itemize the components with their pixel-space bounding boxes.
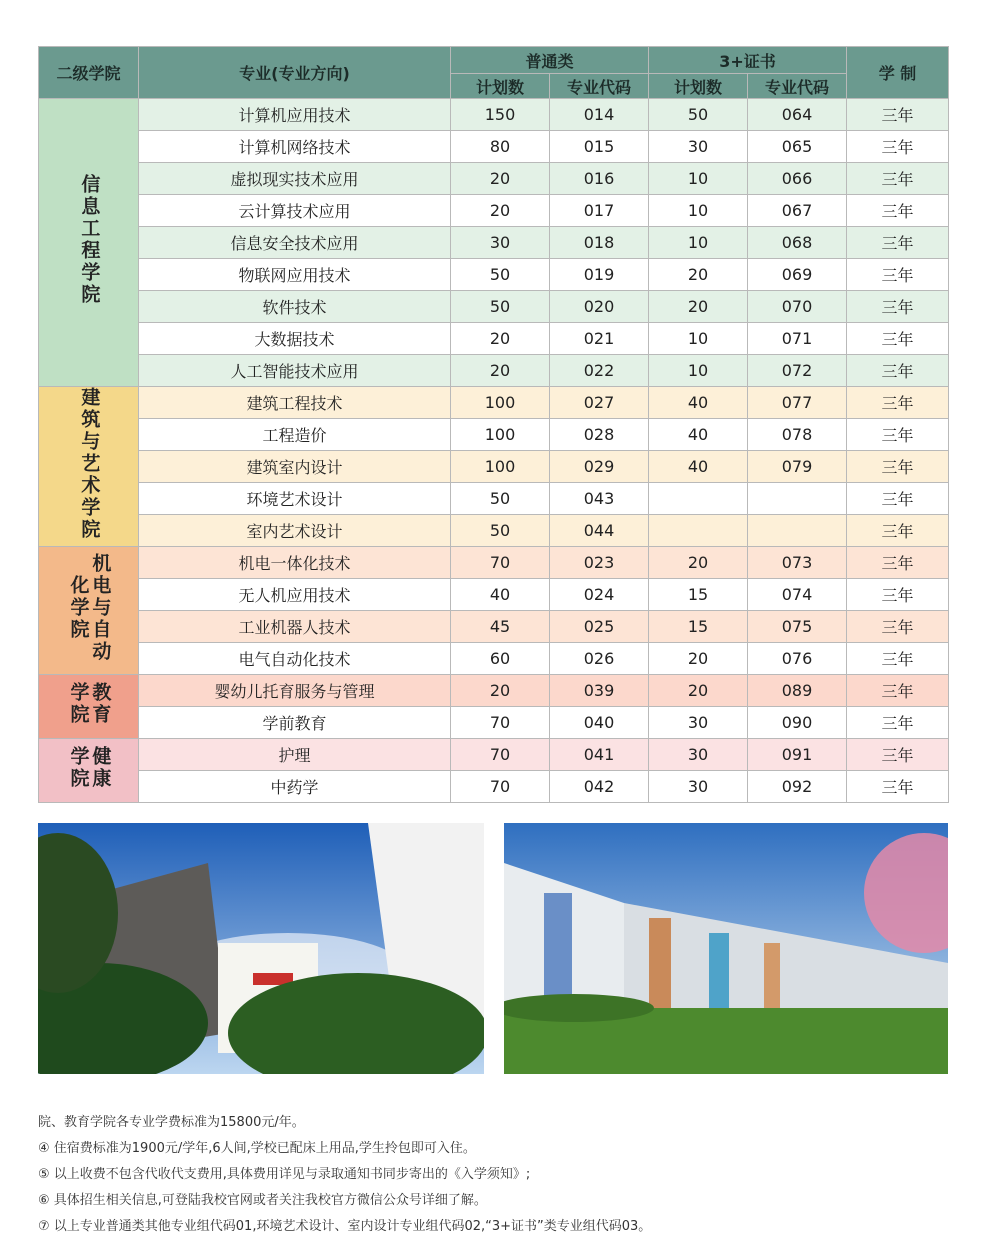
major-cell: 大数据技术 xyxy=(139,323,451,355)
general-code-cell: 040 xyxy=(550,707,649,739)
table-row xyxy=(39,163,949,195)
table-row xyxy=(39,675,949,707)
cert-code-cell: 092 xyxy=(748,771,847,803)
header-college: 二级学院 xyxy=(39,47,139,99)
general-code-cell: 041 xyxy=(550,739,649,771)
table-row xyxy=(39,771,949,803)
cert-code-cell: 091 xyxy=(748,739,847,771)
cert-code-cell: 064 xyxy=(748,99,847,131)
table-row xyxy=(39,707,949,739)
general-code-cell: 043 xyxy=(550,483,649,515)
general-code-cell: 039 xyxy=(550,675,649,707)
cert-plan-cell: 20 xyxy=(649,643,748,675)
general-plan-cell: 70 xyxy=(451,739,550,771)
college-label: 健康学院 xyxy=(67,745,112,790)
general-plan-cell: 70 xyxy=(451,771,550,803)
cert-code-cell: 072 xyxy=(748,355,847,387)
cert-plan-cell: 40 xyxy=(649,419,748,451)
general-code-cell: 015 xyxy=(550,131,649,163)
cert-plan-cell: 40 xyxy=(649,451,748,483)
years-cell: 三年 xyxy=(847,707,949,739)
cert-code-cell: 074 xyxy=(748,579,847,611)
table-row xyxy=(39,451,949,483)
major-cell: 中药学 xyxy=(139,771,451,803)
major-cell: 信息安全技术应用 xyxy=(139,227,451,259)
cert-plan-cell: 20 xyxy=(649,259,748,291)
college-name-info xyxy=(39,99,139,387)
cert-code-cell: 070 xyxy=(748,291,847,323)
years-cell: 三年 xyxy=(847,131,949,163)
general-plan-cell: 20 xyxy=(451,323,550,355)
table-row xyxy=(39,323,949,355)
major-cell: 环境艺术设计 xyxy=(139,483,451,515)
header-major: 专业(专业方向) xyxy=(139,47,451,99)
cert-plan-cell xyxy=(649,483,748,515)
general-plan-cell: 20 xyxy=(451,195,550,227)
general-code-cell: 020 xyxy=(550,291,649,323)
cert-code-cell: 066 xyxy=(748,163,847,195)
general-code-cell: 029 xyxy=(550,451,649,483)
years-cell: 三年 xyxy=(847,387,949,419)
note-4: ⑥ 具体招生相关信息,可登陆我校官网或者关注我校官方微信公众号详细了解。 xyxy=(38,1193,487,1208)
major-cell: 物联网应用技术 xyxy=(139,259,451,291)
general-code-cell: 044 xyxy=(550,515,649,547)
years-cell: 三年 xyxy=(847,451,949,483)
college-label: 机电与自动化学院 xyxy=(67,552,112,663)
general-plan-cell: 70 xyxy=(451,707,550,739)
general-plan-cell: 100 xyxy=(451,419,550,451)
major-cell: 建筑工程技术 xyxy=(139,387,451,419)
cert-code-cell: 069 xyxy=(748,259,847,291)
major-cell: 虚拟现实技术应用 xyxy=(139,163,451,195)
cert-plan-cell: 20 xyxy=(649,675,748,707)
cert-plan-cell: 30 xyxy=(649,739,748,771)
years-cell: 三年 xyxy=(847,547,949,579)
major-cell: 云计算技术应用 xyxy=(139,195,451,227)
years-cell: 三年 xyxy=(847,515,949,547)
years-cell: 三年 xyxy=(847,419,949,451)
general-code-cell: 014 xyxy=(550,99,649,131)
cert-plan-cell: 20 xyxy=(649,547,748,579)
cert-plan-cell: 10 xyxy=(649,355,748,387)
cert-code-cell: 090 xyxy=(748,707,847,739)
cert-code-cell: 089 xyxy=(748,675,847,707)
college-label: 建筑与艺术学院 xyxy=(78,386,101,541)
cert-code-cell xyxy=(748,483,847,515)
cert-code-cell: 078 xyxy=(748,419,847,451)
general-code-cell: 019 xyxy=(550,259,649,291)
major-cell: 婴幼儿托育服务与管理 xyxy=(139,675,451,707)
cert-plan-cell: 40 xyxy=(649,387,748,419)
years-cell: 三年 xyxy=(847,483,949,515)
table-body xyxy=(39,99,949,803)
general-plan-cell: 50 xyxy=(451,515,550,547)
cert-code-cell: 068 xyxy=(748,227,847,259)
header-cert-code: 专业代码 xyxy=(748,74,847,99)
table-row xyxy=(39,579,949,611)
table-row xyxy=(39,515,949,547)
campus-photo-left xyxy=(38,823,484,1074)
college-name-edu xyxy=(39,675,139,739)
enrollment-plan-table xyxy=(38,46,949,803)
college-name-health xyxy=(39,739,139,803)
cert-plan-cell: 20 xyxy=(649,291,748,323)
cert-plan-cell: 10 xyxy=(649,163,748,195)
cert-code-cell: 065 xyxy=(748,131,847,163)
general-plan-cell: 20 xyxy=(451,675,550,707)
cert-plan-cell xyxy=(649,515,748,547)
major-cell: 工业机器人技术 xyxy=(139,611,451,643)
general-code-cell: 023 xyxy=(550,547,649,579)
years-cell: 三年 xyxy=(847,259,949,291)
general-plan-cell: 45 xyxy=(451,611,550,643)
general-code-cell: 026 xyxy=(550,643,649,675)
general-code-cell: 017 xyxy=(550,195,649,227)
table-row xyxy=(39,195,949,227)
header-general-plan: 计划数 xyxy=(451,74,550,99)
table-row xyxy=(39,99,949,131)
table-row xyxy=(39,291,949,323)
major-cell: 室内艺术设计 xyxy=(139,515,451,547)
years-cell: 三年 xyxy=(847,323,949,355)
header-general: 普通类 xyxy=(451,47,649,74)
header-cert-plan: 计划数 xyxy=(649,74,748,99)
major-cell: 学前教育 xyxy=(139,707,451,739)
table-row xyxy=(39,259,949,291)
major-cell: 电气自动化技术 xyxy=(139,643,451,675)
general-plan-cell: 70 xyxy=(451,547,550,579)
general-code-cell: 022 xyxy=(550,355,649,387)
years-cell: 三年 xyxy=(847,291,949,323)
general-code-cell: 027 xyxy=(550,387,649,419)
general-plan-cell: 50 xyxy=(451,291,550,323)
general-code-cell: 021 xyxy=(550,323,649,355)
general-code-cell: 028 xyxy=(550,419,649,451)
note-1: 院、教育学院各专业学费标准为15800元/年。 xyxy=(38,1115,305,1130)
major-cell: 计算机应用技术 xyxy=(139,99,451,131)
general-code-cell: 018 xyxy=(550,227,649,259)
general-plan-cell: 80 xyxy=(451,131,550,163)
years-cell: 三年 xyxy=(847,643,949,675)
campus-photo-right xyxy=(504,823,948,1074)
years-cell: 三年 xyxy=(847,99,949,131)
years-cell: 三年 xyxy=(847,675,949,707)
general-plan-cell: 100 xyxy=(451,451,550,483)
years-cell: 三年 xyxy=(847,771,949,803)
cert-plan-cell: 30 xyxy=(649,771,748,803)
table-row xyxy=(39,547,949,579)
note-3: ⑤ 以上收费不包含代收代支费用,具体费用详见与录取通知书同步寄出的《入学须知》; xyxy=(38,1167,531,1182)
note-5: ⑦ 以上专业普通类其他专业组代码01,环境艺术设计、室内设计专业组代码02,“3+证书”类专业组代码03。 xyxy=(38,1219,652,1234)
header-years: 学 制 xyxy=(847,47,949,99)
years-cell: 三年 xyxy=(847,579,949,611)
years-cell: 三年 xyxy=(847,611,949,643)
general-plan-cell: 30 xyxy=(451,227,550,259)
table-row xyxy=(39,131,949,163)
table-row xyxy=(39,227,949,259)
cert-code-cell: 079 xyxy=(748,451,847,483)
college-name-arch xyxy=(39,387,139,547)
major-cell: 工程造价 xyxy=(139,419,451,451)
years-cell: 三年 xyxy=(847,227,949,259)
general-plan-cell: 50 xyxy=(451,483,550,515)
general-plan-cell: 20 xyxy=(451,355,550,387)
notes xyxy=(38,1110,958,1240)
years-cell: 三年 xyxy=(847,355,949,387)
general-code-cell: 016 xyxy=(550,163,649,195)
major-cell: 软件技术 xyxy=(139,291,451,323)
table-header xyxy=(39,47,949,99)
years-cell: 三年 xyxy=(847,195,949,227)
cert-code-cell: 076 xyxy=(748,643,847,675)
cert-code-cell: 067 xyxy=(748,195,847,227)
college-label: 教育学院 xyxy=(67,681,112,726)
major-cell: 建筑室内设计 xyxy=(139,451,451,483)
major-cell: 计算机网络技术 xyxy=(139,131,451,163)
general-plan-cell: 20 xyxy=(451,163,550,195)
major-cell: 护理 xyxy=(139,739,451,771)
cert-plan-cell: 15 xyxy=(649,611,748,643)
cert-plan-cell: 10 xyxy=(649,323,748,355)
table-row xyxy=(39,611,949,643)
cert-code-cell: 073 xyxy=(748,547,847,579)
major-cell: 人工智能技术应用 xyxy=(139,355,451,387)
cert-code-cell: 075 xyxy=(748,611,847,643)
note-2: ④ 住宿费标准为1900元/学年,6人间,学校已配床上用品,学生拎包即可入住。 xyxy=(38,1141,476,1156)
cert-code-cell xyxy=(748,515,847,547)
cert-plan-cell: 30 xyxy=(649,707,748,739)
major-cell: 无人机应用技术 xyxy=(139,579,451,611)
college-label: 信息工程学院 xyxy=(78,173,101,306)
cert-code-cell: 077 xyxy=(748,387,847,419)
cert-plan-cell: 50 xyxy=(649,99,748,131)
table-row xyxy=(39,419,949,451)
general-plan-cell: 150 xyxy=(451,99,550,131)
table-row xyxy=(39,355,949,387)
college-name-mech xyxy=(39,547,139,675)
header-cert: 3+证书 xyxy=(649,47,847,74)
cert-plan-cell: 15 xyxy=(649,579,748,611)
major-cell: 机电一体化技术 xyxy=(139,547,451,579)
general-plan-cell: 50 xyxy=(451,259,550,291)
table-row xyxy=(39,387,949,419)
cert-plan-cell: 30 xyxy=(649,131,748,163)
years-cell: 三年 xyxy=(847,739,949,771)
general-code-cell: 042 xyxy=(550,771,649,803)
general-plan-cell: 40 xyxy=(451,579,550,611)
cert-code-cell: 071 xyxy=(748,323,847,355)
years-cell: 三年 xyxy=(847,163,949,195)
table-row xyxy=(39,739,949,771)
general-plan-cell: 100 xyxy=(451,387,550,419)
cert-plan-cell: 10 xyxy=(649,227,748,259)
cert-plan-cell: 10 xyxy=(649,195,748,227)
table-row xyxy=(39,483,949,515)
general-code-cell: 025 xyxy=(550,611,649,643)
general-plan-cell: 60 xyxy=(451,643,550,675)
table-row xyxy=(39,643,949,675)
header-general-code: 专业代码 xyxy=(550,74,649,99)
general-code-cell: 024 xyxy=(550,579,649,611)
